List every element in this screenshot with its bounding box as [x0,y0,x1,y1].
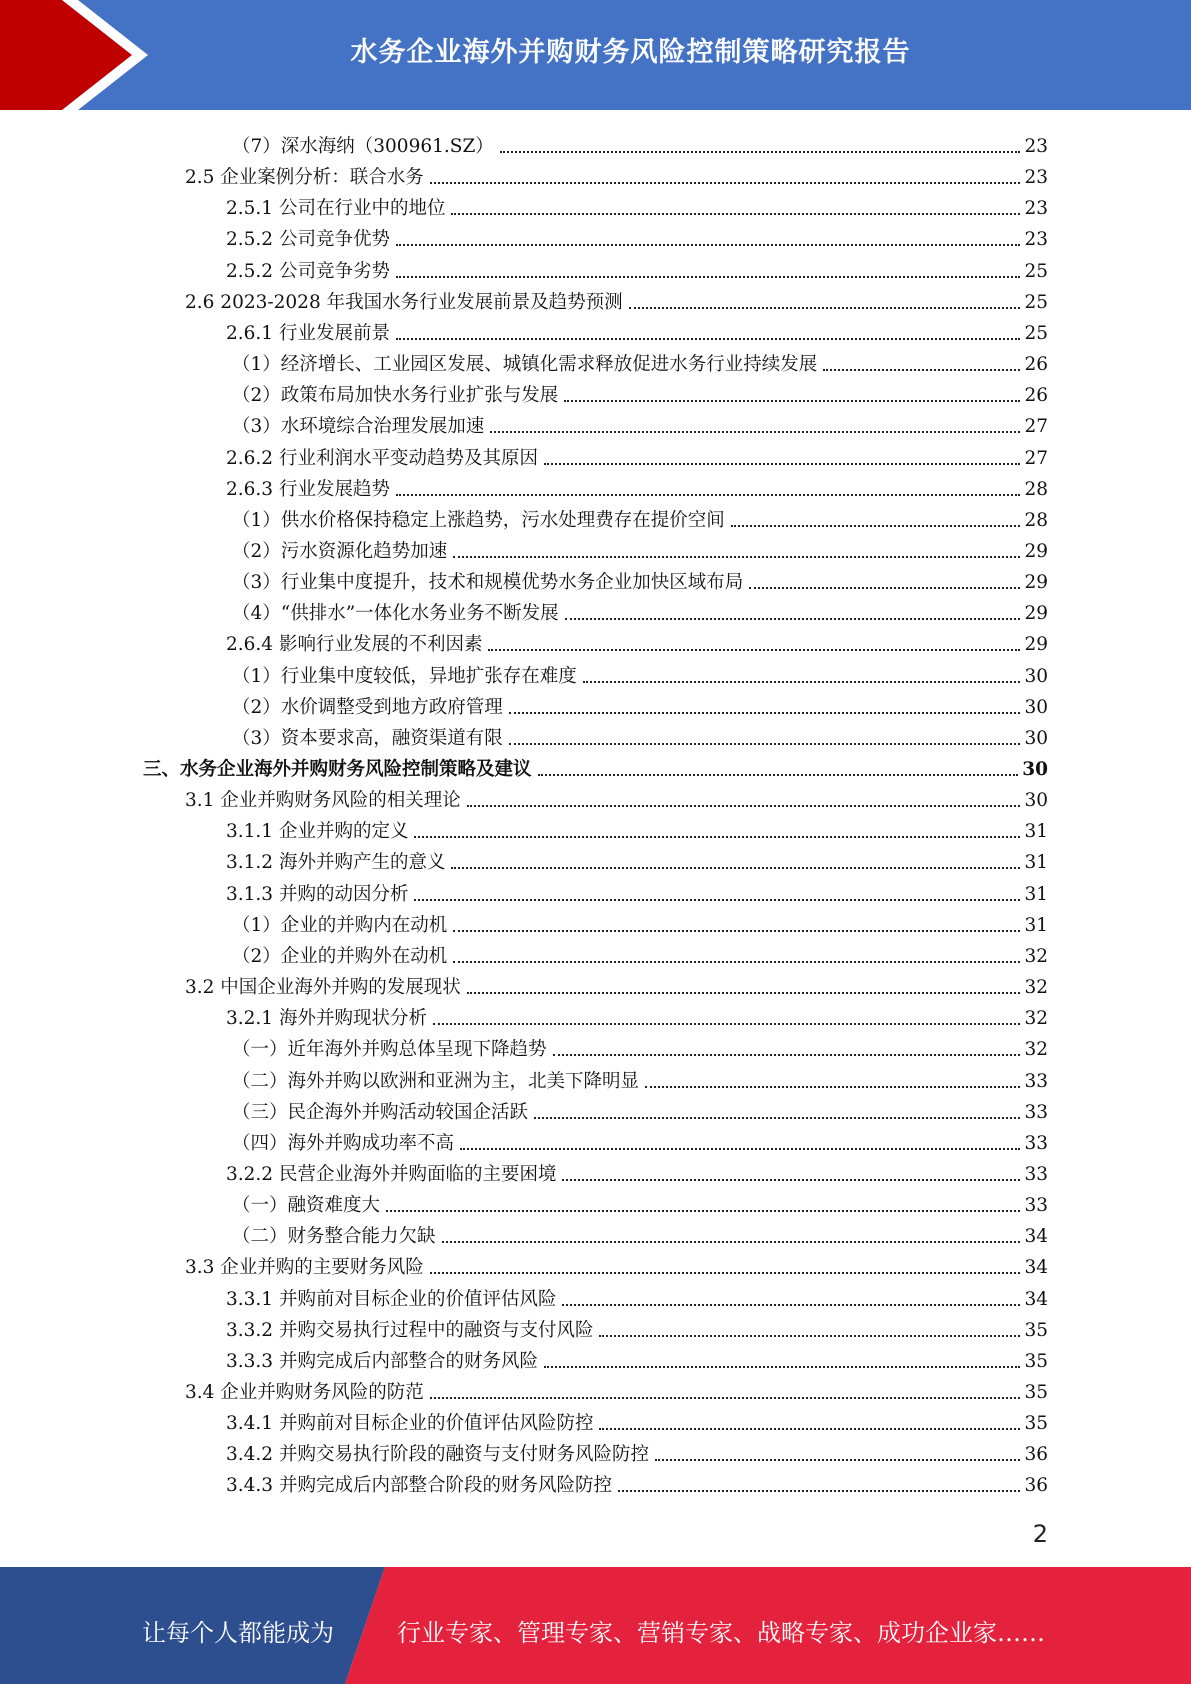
toc-leader-dots [500,151,1021,153]
toc-entry-page: 33 [1024,1101,1048,1123]
toc-entry-page: 30 [1024,696,1048,718]
toc-entry-label: 2.6 2023-2028 年我国水务行业发展前景及趋势预测 [185,291,623,313]
toc-entry[interactable] [226,1436,1048,1466]
toc-entry-label: 3.2 中国企业海外并购的发展现状 [185,977,461,999]
toc-entry[interactable] [232,1031,1048,1061]
toc-entry-page: 29 [1024,572,1048,594]
toc-leader-dots [618,1490,1020,1492]
toc-entry[interactable] [226,1343,1048,1373]
toc-entry-page: 35 [1024,1413,1048,1435]
toc-entry-label: 3.1.3 并购的动因分析 [226,883,409,905]
toc-entry-page: 23 [1024,229,1048,251]
toc-entry[interactable] [226,253,1048,283]
toc-entry-label: （四）海外并购成功率不高 [232,1132,455,1154]
toc-entry-label: （1）企业的并购内在动机 [232,914,448,936]
toc-entry[interactable] [226,315,1048,345]
toc-entry-label: （一）近年海外并购总体呈现下降趋势 [232,1039,547,1061]
toc-leader-dots [442,1241,1021,1243]
toc-entry[interactable] [232,564,1048,594]
toc-entry-page: 33 [1024,1195,1048,1217]
toc-leader-dots [396,494,1020,496]
toc-entry[interactable] [232,907,1048,937]
toc-entry-label: 3.1.2 海外并购产生的意义 [226,852,446,874]
toc-entry[interactable] [232,1218,1048,1248]
toc-entry[interactable] [232,1125,1048,1155]
toc-entry[interactable] [226,1312,1048,1342]
toc-entry-page: 27 [1024,416,1048,438]
toc-leader-dots [430,1397,1021,1399]
toc-leader-dots [396,276,1020,278]
toc-leader-dots [490,431,1020,433]
toc-leader-dots [467,805,1021,807]
toc-entry[interactable] [226,876,1048,906]
toc-leader-dots [467,992,1021,994]
toc-leader-dots [488,649,1020,651]
toc-entry-page: 23 [1024,198,1048,220]
toc-entry[interactable] [232,1063,1048,1093]
toc-entry-label: 2.5 企业案例分析：联合水务 [185,167,424,189]
toc-entry-label: （1）经济增长、工业园区发展、城镇化需求释放促进水务行业持续发展 [232,354,818,376]
toc-entry[interactable] [185,1374,1048,1404]
toc-entry[interactable] [232,346,1048,376]
toc-entry-page: 30 [1022,759,1048,780]
toc-entry-label: （1）行业集中度较低，异地扩张存在难度 [232,665,577,687]
toc-entry-page: 25 [1024,291,1048,313]
toc-leader-dots [509,743,1021,745]
toc-entry-page: 36 [1024,1475,1048,1497]
toc-entry-label: 3.1 企业并购财务风险的相关理论 [185,790,461,812]
toc-leader-dots [433,1023,1020,1025]
toc-entry-page: 32 [1024,1008,1048,1030]
toc-leader-dots [453,930,1020,932]
toc-entry-label: （1）供水价格保持稳定上涨趋势，污水处理费存在提价空间 [232,509,725,531]
toc-leader-dots [731,525,1021,527]
toc-entry-page: 31 [1024,914,1048,936]
toc-entry-label: （2）水价调整受到地方政府管理 [232,696,503,718]
toc-entry-page: 31 [1024,821,1048,843]
toc-entry-label: 2.6.3 行业发展趋势 [226,478,390,500]
toc-entry[interactable] [185,969,1048,999]
toc-entry-page: 29 [1024,540,1048,562]
toc-entry[interactable] [226,190,1048,220]
toc-entry[interactable] [185,782,1048,812]
toc-leader-dots [655,1459,1020,1461]
toc-entry-label: （7）深水海纳（300961.SZ） [232,136,494,157]
toc-entry-page: 30 [1024,665,1048,687]
toc-entry-label: 2.5.2 公司竞争优势 [226,229,390,251]
page-header [0,0,1191,110]
toc-leader-dots [565,618,1021,620]
toc-entry-page: 30 [1024,790,1048,812]
toc-leader-dots [629,307,1021,309]
toc-entry[interactable] [226,1000,1048,1030]
toc-entry-page: 30 [1024,727,1048,749]
header-arrow-decoration [0,0,160,110]
toc-entry-page: 32 [1024,945,1048,967]
toc-entry-page: 27 [1024,447,1048,469]
toc-entry-label: 3.1.1 企业并购的定义 [226,821,409,843]
toc-entry-label: 3.3.3 并购完成后内部整合的财务风险 [226,1350,538,1372]
toc-leader-dots [544,463,1020,465]
toc-entry-page: 33 [1024,1163,1048,1185]
toc-entry[interactable] [232,533,1048,563]
footer-slogan-right: 行业专家、管理专家、营销专家、战略专家、成功企业家…… [397,1619,1045,1647]
toc-entry[interactable] [226,471,1048,501]
toc-leader-dots [460,1148,1020,1150]
toc-entry-page: 33 [1024,1132,1048,1154]
toc-entry-page: 35 [1024,1382,1048,1403]
toc-leader-dots [414,836,1020,838]
toc-entry-label: 2.5.2 公司竞争劣势 [226,260,390,282]
report-title: 水务企业海外并购财务风险控制策略研究报告 [350,37,911,68]
toc-entry-page: 35 [1024,1319,1048,1341]
toc-entry-page: 28 [1024,478,1048,500]
toc-entry[interactable] [226,221,1048,251]
toc-leader-dots [534,1117,1020,1119]
toc-entry-page: 23 [1024,167,1048,189]
toc-entry-label: 3.4.2 并购交易执行阶段的融资与支付财务风险防控 [226,1444,649,1466]
toc-leader-dots [386,1210,1020,1212]
toc-entry-page: 26 [1024,354,1048,376]
toc-leader-dots [451,867,1020,869]
toc-entry[interactable] [226,844,1048,874]
toc-entry[interactable] [226,1281,1048,1311]
toc-leader-dots [562,1304,1020,1306]
toc-entry-page: 32 [1024,1039,1048,1061]
toc-entry[interactable] [232,658,1048,688]
toc-leader-dots [453,556,1020,558]
toc-leader-dots [583,681,1021,683]
toc-entry[interactable] [226,626,1048,656]
toc-entry[interactable] [232,689,1048,719]
toc-leader-dots [749,587,1020,589]
toc-entry-page: 33 [1024,1070,1048,1092]
page-footer [0,1567,1191,1684]
toc-entry-label: （一）融资难度大 [232,1195,381,1217]
toc-entry-label: 3.3 企业并购的主要财务风险 [185,1257,424,1279]
toc-leader-dots [823,369,1020,371]
toc-entry-label: 3.4.1 并购前对目标企业的价值评估风险防控 [226,1413,594,1435]
toc-entry-label: （三）民企海外并购活动较国企活跃 [232,1101,529,1123]
toc-entry-page: 23 [1024,136,1048,157]
toc-entry-page: 25 [1024,260,1048,282]
toc-entry-page: 32 [1024,977,1048,999]
toc-entry[interactable] [232,128,1048,158]
toc-entry[interactable] [232,502,1048,532]
toc-entry[interactable] [185,159,1048,189]
toc-entry[interactable] [226,440,1048,470]
toc-entry-page: 29 [1024,603,1048,625]
toc-leader-dots [509,712,1021,714]
toc-entry-label: （2）政策布局加快水务行业扩张与发展 [232,385,559,407]
toc-entry-page: 26 [1024,385,1048,407]
toc-leader-dots [430,1272,1021,1274]
toc-entry[interactable] [226,1467,1048,1497]
toc-entry[interactable] [226,1156,1048,1186]
toc-leader-dots [599,1428,1020,1430]
toc-entry[interactable] [232,1094,1048,1124]
toc-leader-dots [564,400,1020,402]
toc-entry[interactable] [143,751,1048,781]
toc-entry-label: 2.6.1 行业发展前景 [226,322,390,344]
toc-entry-page: 34 [1024,1257,1048,1279]
toc-leader-dots [414,899,1020,901]
toc-entry-label: 2.6.4 影响行业发展的不利因素 [226,634,483,656]
toc-entry[interactable] [226,1405,1048,1435]
toc-entry-label: 2.5.1 公司在行业中的地位 [226,198,446,220]
toc-entry[interactable] [185,1249,1048,1279]
toc-leader-dots [396,338,1020,340]
toc-leader-dots [553,1054,1021,1056]
toc-entry[interactable] [232,595,1048,625]
toc-leader-dots [453,961,1020,963]
toc-entry-page: 25 [1024,322,1048,344]
toc-entry-label: 3.4.3 并购完成后内部整合阶段的财务风险防控 [226,1475,612,1497]
toc-entry-label: （2）企业的并购外在动机 [232,945,448,967]
toc-entry-label: 三、水务企业海外并购财务风险控制策略及建议 [143,759,532,780]
toc-leader-dots [430,182,1021,184]
toc-entry-label: 2.6.2 行业利润水平变动趋势及其原因 [226,447,538,469]
toc-entry-page: 34 [1024,1288,1048,1310]
toc-leader-dots [396,244,1020,246]
toc-entry-page: 31 [1024,883,1048,905]
toc-entry-label: （二）财务整合能力欠缺 [232,1226,436,1248]
toc-entry-label: （3）水环境综合治理发展加速 [232,416,485,438]
toc-entry[interactable] [232,377,1048,407]
toc-leader-dots [599,1335,1020,1337]
toc-entry-page: 35 [1024,1350,1048,1372]
footer-slogan-left: 让每个人都能成为 [142,1619,334,1647]
toc-entry-label: （3）行业集中度提升，技术和规模优势水务企业加快区域布局 [232,572,744,594]
toc-entry-label: 3.2.1 海外并购现状分析 [226,1008,427,1030]
toc-entry-page: 36 [1024,1444,1048,1466]
toc-entry[interactable] [232,938,1048,968]
toc-entry-page: 28 [1024,509,1048,531]
toc-entry-label: 3.2.2 民营企业海外并购面临的主要困境 [226,1163,557,1185]
toc-entry-label: 3.4 企业并购财务风险的防范 [185,1382,424,1403]
toc-entry[interactable] [232,408,1048,438]
toc-leader-dots [562,1179,1020,1181]
page-number: 2 [1032,1520,1048,1548]
toc-entry[interactable] [226,813,1048,843]
toc-leader-dots [538,774,1019,776]
toc-leader-dots [451,213,1020,215]
toc-entry[interactable] [232,1187,1048,1217]
toc-entry-label: （2）污水资源化趋势加速 [232,540,448,562]
toc-entry-label: （3）资本要求高，融资渠道有限 [232,727,503,749]
toc-entry-page: 34 [1024,1226,1048,1248]
toc-entry[interactable] [185,284,1048,314]
toc-entry-label: 3.3.1 并购前对目标企业的价值评估风险 [226,1288,557,1310]
toc-entry[interactable] [232,720,1048,750]
toc-entry-page: 31 [1024,852,1048,874]
toc-entry-page: 29 [1024,634,1048,656]
toc-leader-dots [645,1086,1020,1088]
toc-entry-label: （4）“供排水”一体化水务业务不断发展 [232,603,559,625]
toc-leader-dots [544,1366,1020,1368]
toc-entry-label: （二）海外并购以欧洲和亚洲为主，北美下降明显 [232,1070,640,1092]
toc-entry-label: 3.3.2 并购交易执行过程中的融资与支付风险 [226,1319,594,1341]
